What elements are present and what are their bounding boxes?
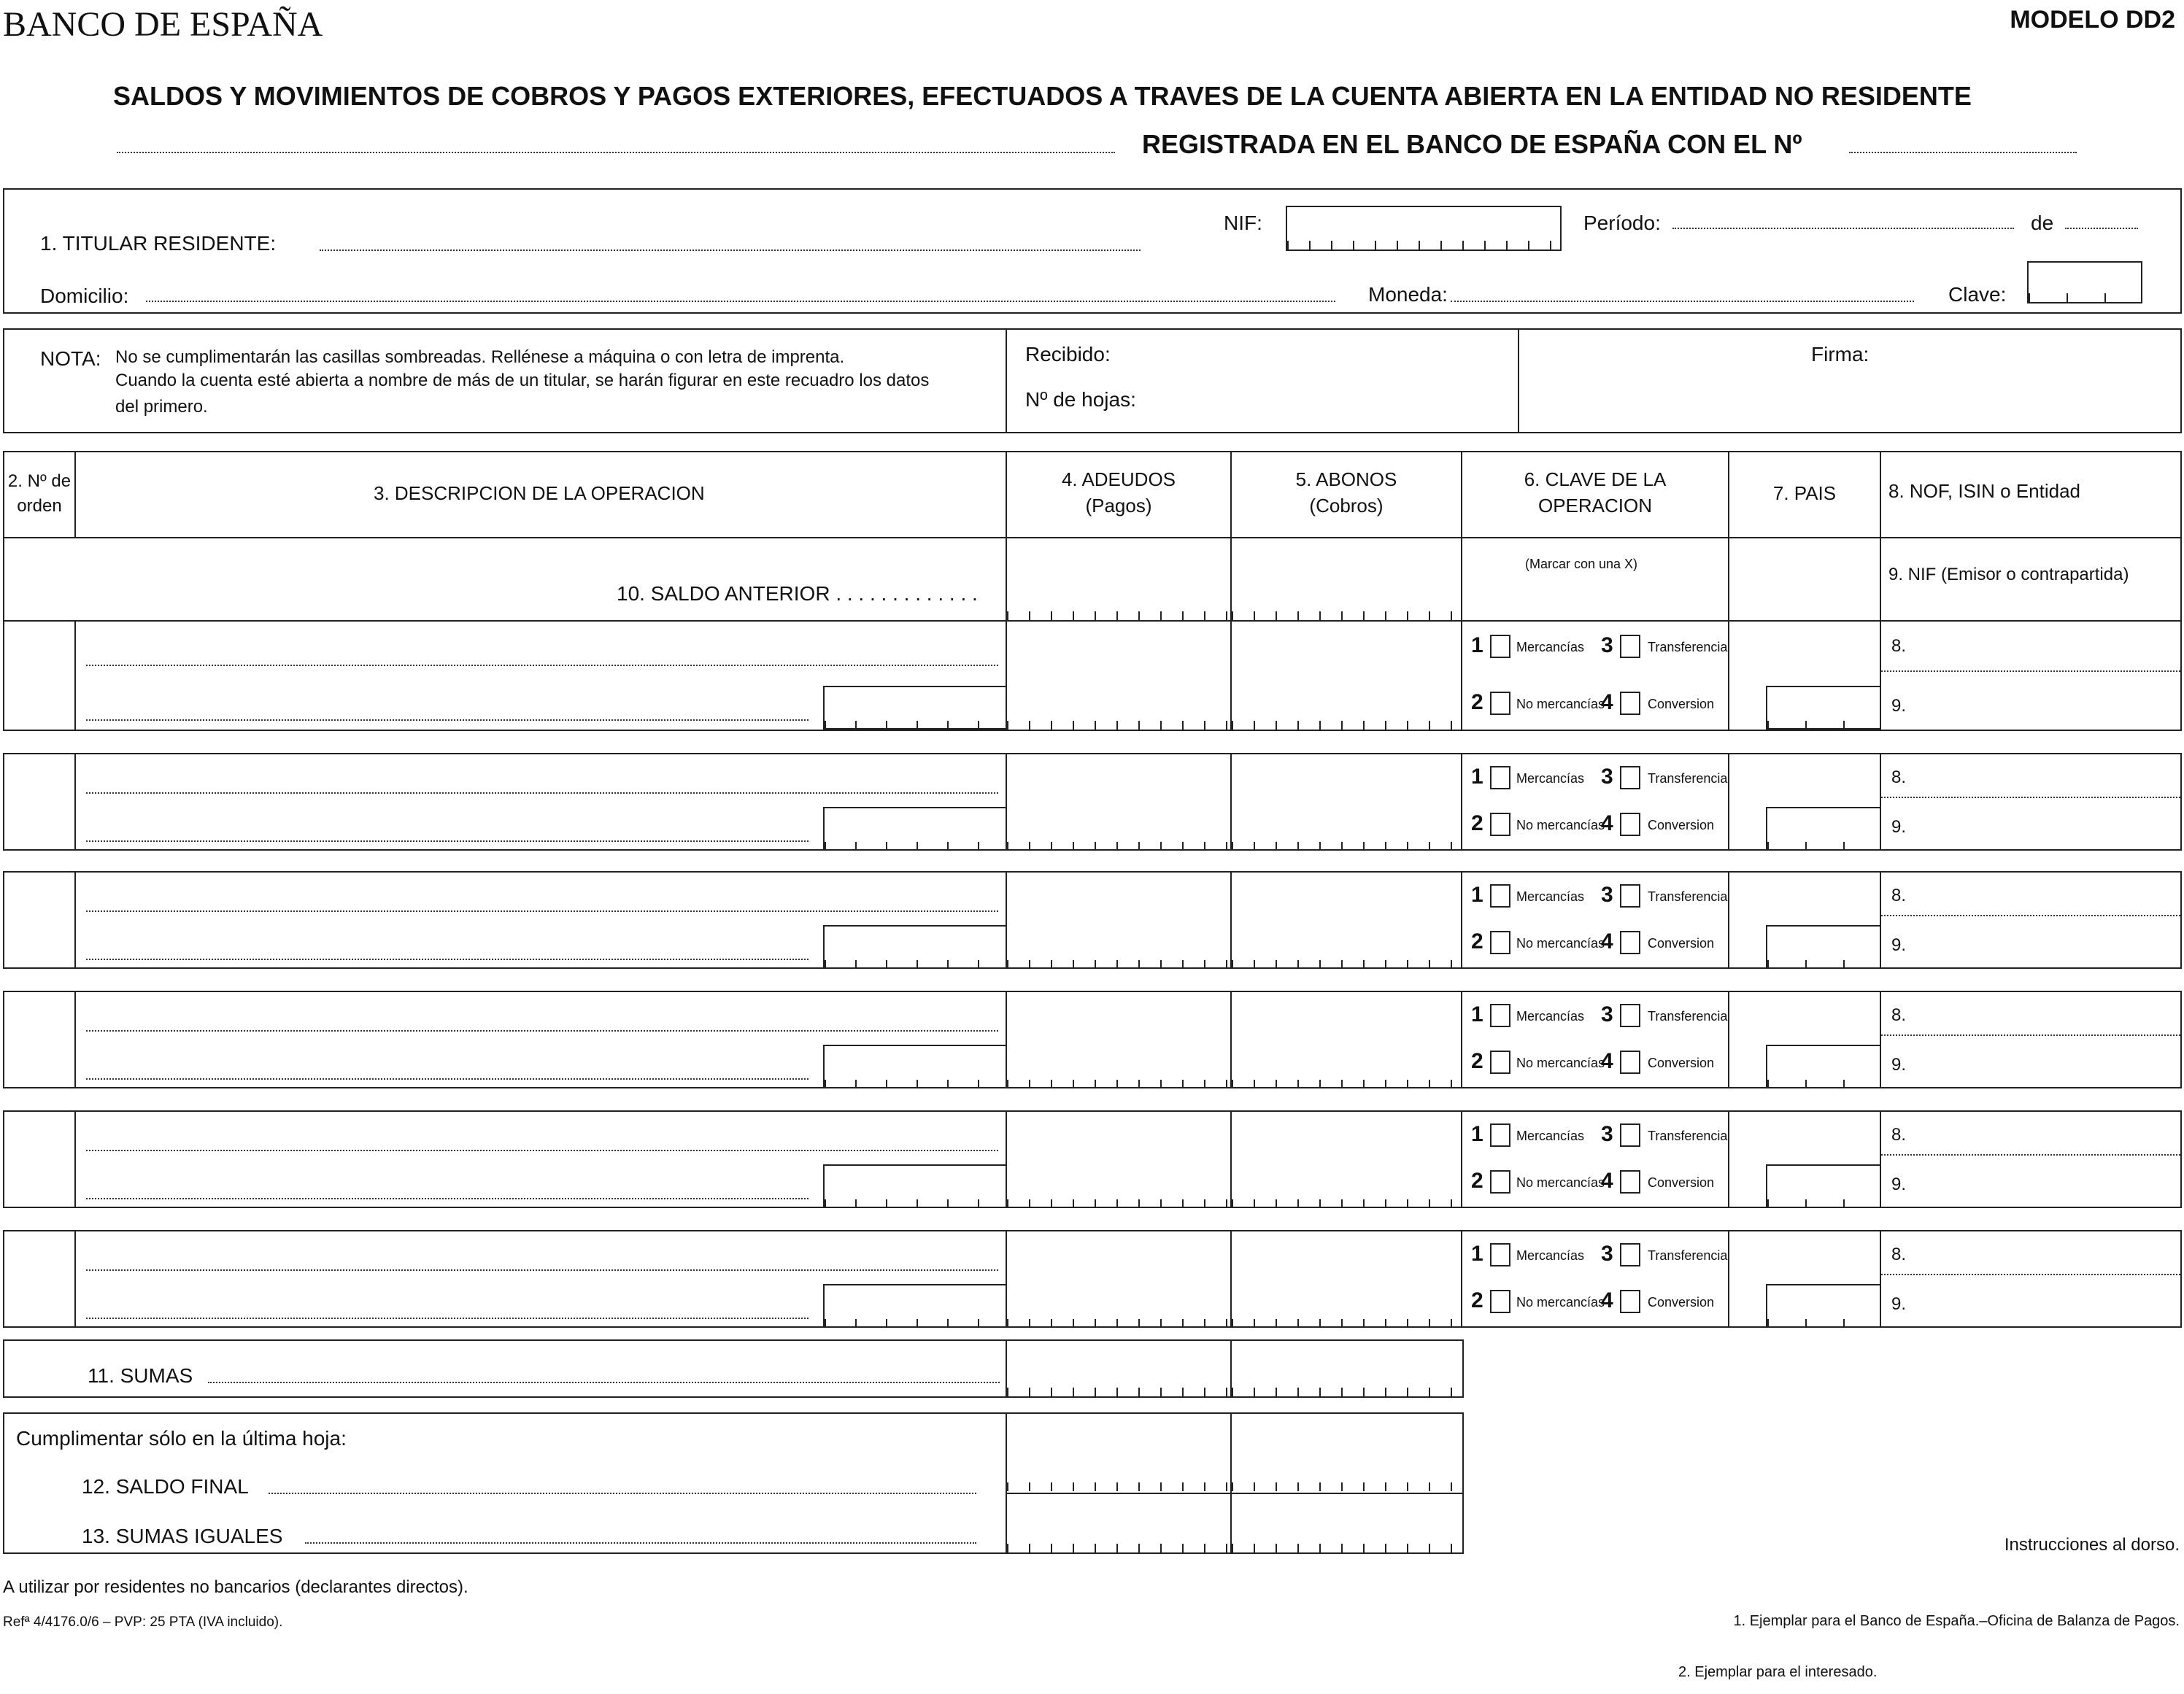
- divider: [1728, 753, 1729, 851]
- field-9-label: 9.: [1891, 696, 1907, 716]
- saldo-final-dots: [269, 1493, 976, 1494]
- option-2-label: No mercancías: [1516, 697, 1605, 711]
- adeudos-input[interactable]: [1007, 842, 1230, 851]
- option-1-label: Mercancías: [1516, 640, 1585, 654]
- description-line[interactable]: [86, 1150, 998, 1151]
- domicilio-field[interactable]: [146, 301, 1335, 302]
- col2-header-line1: 2. Nº de: [7, 471, 72, 491]
- option-3-label: Transferencia: [1648, 1248, 1728, 1263]
- option-3-checkbox[interactable]: [1620, 884, 1640, 908]
- option-2-number: 2: [1471, 690, 1483, 714]
- option-1-label: Mercancías: [1516, 889, 1585, 904]
- sumas-iguales-abonos[interactable]: [1232, 1544, 1461, 1552]
- saldo-final-adeudos[interactable]: [1007, 1482, 1230, 1491]
- option-4-number: 4: [1601, 690, 1613, 714]
- abonos-input[interactable]: [1232, 1080, 1461, 1088]
- divider: [1880, 452, 1881, 538]
- code-digit-ticks: [825, 1080, 1007, 1088]
- option-1-number: 1: [1471, 1242, 1483, 1266]
- field-9-label: 9.: [1891, 817, 1907, 837]
- option-2-checkbox[interactable]: [1490, 931, 1510, 954]
- clave-label: Clave:: [1948, 283, 2007, 306]
- option-3-number: 3: [1601, 765, 1613, 789]
- pais-digit-ticks: [1767, 1319, 1880, 1328]
- sumas-adeudos[interactable]: [1007, 1388, 1230, 1396]
- option-2-number: 2: [1471, 929, 1483, 954]
- divider: [74, 622, 76, 730]
- option-2-label: No mercancías: [1516, 1175, 1605, 1190]
- divider: [1230, 991, 1232, 1088]
- field-9-label: 9.: [1891, 935, 1907, 955]
- field-8-line[interactable]: [1881, 670, 2180, 672]
- option-1-checkbox[interactable]: [1490, 1004, 1510, 1027]
- titular-label: 1. TITULAR RESIDENTE:: [40, 232, 277, 255]
- option-1-label: Mercancías: [1516, 1129, 1585, 1143]
- sumas-label: 11. SUMAS: [88, 1364, 193, 1387]
- pais-digit-ticks: [1767, 842, 1880, 851]
- code-digit-ticks: [825, 1199, 1007, 1208]
- divider: [74, 1110, 76, 1208]
- option-3-checkbox[interactable]: [1620, 635, 1640, 658]
- description-line[interactable]: [86, 1078, 809, 1080]
- periodo-label: Período:: [1583, 212, 1661, 234]
- option-1-checkbox[interactable]: [1490, 766, 1510, 789]
- option-4-checkbox[interactable]: [1620, 1170, 1640, 1194]
- option-3-label: Transferencia: [1648, 1009, 1728, 1024]
- clave-digit-ticks: [2029, 293, 2141, 302]
- option-3-number: 3: [1601, 1002, 1613, 1026]
- form-title-line1: SALDOS Y MOVIMIENTOS DE COBROS Y PAGOS EXTERIORES, EFECTUADOS A TRAVES DE LA CUENTA ABIERTA EN LA ENTIDAD NO RESIDENTE: [113, 81, 1972, 111]
- divider: [74, 452, 76, 538]
- option-3-number: 3: [1601, 633, 1613, 657]
- moneda-field[interactable]: [1451, 301, 1914, 302]
- col6-header-line1: 6. CLAVE DE LA: [1524, 468, 1667, 490]
- divider: [1461, 871, 1462, 969]
- option-4-checkbox[interactable]: [1620, 813, 1640, 836]
- option-2-checkbox[interactable]: [1490, 1051, 1510, 1074]
- option-2-number: 2: [1471, 1049, 1483, 1073]
- saldo-anterior-adeudos[interactable]: [1007, 611, 1230, 620]
- form-title-line2: REGISTRADA EN EL BANCO DE ESPAÑA CON EL Nº: [1142, 129, 1802, 159]
- option-3-number: 3: [1601, 1122, 1613, 1146]
- divider: [1461, 1230, 1462, 1328]
- divider: [1461, 753, 1462, 851]
- option-3-checkbox[interactable]: [1620, 766, 1640, 789]
- saldo-final-label: 12. SALDO FINAL: [82, 1475, 249, 1498]
- adeudos-input[interactable]: [1007, 1080, 1230, 1088]
- divider: [2180, 622, 2182, 730]
- option-4-number: 4: [1601, 1049, 1613, 1073]
- divider: [1461, 622, 1462, 730]
- divider: [3, 730, 2182, 731]
- description-line[interactable]: [86, 1198, 809, 1199]
- field-8-label: 8.: [1891, 767, 1907, 787]
- option-3-label: Transferencia: [1648, 889, 1728, 904]
- col2-header-line2: orden: [17, 496, 62, 516]
- option-1-number: 1: [1471, 883, 1483, 907]
- saldo-final-abonos[interactable]: [1232, 1482, 1461, 1491]
- instrucciones-note: Instrucciones al dorso.: [2004, 1535, 2180, 1555]
- option-4-label: Conversion: [1648, 1175, 1715, 1190]
- divider: [74, 1230, 76, 1328]
- field-9-label: 9.: [1891, 1175, 1907, 1194]
- field-8-line[interactable]: [1881, 1154, 2180, 1156]
- description-line[interactable]: [86, 910, 998, 912]
- domicilio-label: Domicilio:: [40, 285, 129, 307]
- divider: [1230, 871, 1232, 969]
- field-8-line[interactable]: [1881, 1034, 2180, 1036]
- option-4-label: Conversion: [1648, 697, 1715, 711]
- divider: [1230, 1230, 1232, 1328]
- col6-header-line2: OPERACION: [1537, 495, 1653, 517]
- hojas-label: Nº de hojas:: [1025, 388, 1136, 411]
- option-4-number: 4: [1601, 1169, 1613, 1193]
- reference-note: Refª 4/4176.0/6 – PVP: 25 PTA (IVA incluido).: [3, 1614, 283, 1630]
- divider: [1230, 452, 1232, 538]
- divider: [74, 753, 76, 851]
- field-8-label: 8.: [1891, 636, 1907, 656]
- divider: [1880, 538, 1881, 622]
- description-line[interactable]: [86, 840, 809, 842]
- divider: [1006, 452, 1007, 538]
- option-2-label: No mercancías: [1516, 1056, 1605, 1070]
- adeudos-input[interactable]: [1007, 721, 1230, 730]
- option-1-number: 1: [1471, 765, 1483, 789]
- description-line[interactable]: [86, 665, 998, 666]
- option-4-checkbox[interactable]: [1620, 931, 1640, 954]
- saldo-anterior-abonos[interactable]: [1232, 611, 1461, 620]
- option-3-checkbox[interactable]: [1620, 1004, 1640, 1027]
- divider: [1728, 1110, 1729, 1208]
- sumas-dots: [208, 1382, 1000, 1383]
- nota-line1: No se cumplimentarán las casillas sombreadas. Rellénese a máquina o con letra de imprenta.: [115, 347, 845, 367]
- option-4-checkbox[interactable]: [1620, 692, 1640, 715]
- divider: [1461, 538, 1462, 622]
- code-digit-ticks: [825, 721, 1007, 730]
- nota-label: NOTA:: [40, 347, 101, 370]
- divider: [1461, 1110, 1462, 1208]
- option-3-checkbox[interactable]: [1620, 1243, 1640, 1266]
- divider: [1728, 991, 1729, 1088]
- nif-digit-ticks: [1287, 241, 1560, 250]
- field-8-label: 8.: [1891, 1125, 1907, 1145]
- field-8-line[interactable]: [1881, 1274, 2180, 1275]
- field-8-line[interactable]: [1881, 797, 2180, 798]
- option-1-label: Mercancías: [1516, 1248, 1585, 1263]
- divider: [1230, 1110, 1232, 1208]
- abonos-input[interactable]: [1232, 1199, 1461, 1208]
- col4-header-line2: (Pagos): [1085, 495, 1152, 517]
- nota-line2: Cuando la cuenta esté abierta a nombre de más de un titular, se harán figurar en este recuadro los datos: [115, 371, 930, 390]
- divider: [1230, 538, 1232, 622]
- description-line[interactable]: [86, 719, 809, 721]
- abonos-input[interactable]: [1232, 960, 1461, 969]
- option-2-checkbox[interactable]: [1490, 1170, 1510, 1194]
- divider: [1728, 871, 1729, 969]
- utilizar-note: A utilizar por residentes no bancarios (declarantes directos).: [3, 1577, 468, 1597]
- pais-digit-ticks: [1767, 960, 1880, 969]
- option-1-number: 1: [1471, 1122, 1483, 1146]
- ejemplar1-note: 1. Ejemplar para el Banco de España.–Oficina de Balanza de Pagos.: [1733, 1613, 2180, 1629]
- option-2-label: No mercancías: [1516, 818, 1605, 832]
- adeudos-input[interactable]: [1007, 1319, 1230, 1328]
- col4-header-line1: 4. ADEUDOS: [1061, 468, 1176, 490]
- titular-field[interactable]: [320, 250, 1141, 251]
- divider: [1728, 1230, 1729, 1328]
- option-2-number: 2: [1471, 1288, 1483, 1312]
- code-digit-ticks: [825, 1319, 1007, 1328]
- option-3-number: 3: [1601, 1242, 1613, 1266]
- adeudos-input[interactable]: [1007, 1199, 1230, 1208]
- description-line[interactable]: [86, 1318, 809, 1319]
- pais-digit-ticks: [1767, 1199, 1880, 1208]
- divider: [1461, 991, 1462, 1088]
- option-1-label: Mercancías: [1516, 1009, 1585, 1024]
- option-4-number: 4: [1601, 811, 1613, 835]
- description-line[interactable]: [86, 959, 809, 960]
- option-2-number: 2: [1471, 1169, 1483, 1193]
- option-4-label: Conversion: [1648, 818, 1715, 832]
- nif-label: NIF:: [1224, 212, 1262, 234]
- field-9-label: 9.: [1891, 1294, 1907, 1314]
- option-2-number: 2: [1471, 811, 1483, 835]
- option-1-checkbox[interactable]: [1490, 1123, 1510, 1147]
- divider: [1461, 452, 1462, 538]
- option-1-label: Mercancías: [1516, 771, 1585, 786]
- sumas-iguales-adeudos[interactable]: [1007, 1544, 1230, 1552]
- option-2-label: No mercancías: [1516, 936, 1605, 951]
- option-3-number: 3: [1601, 883, 1613, 907]
- option-1-number: 1: [1471, 633, 1483, 657]
- option-3-label: Transferencia: [1648, 771, 1728, 786]
- abonos-input[interactable]: [1232, 842, 1461, 851]
- description-line[interactable]: [86, 1269, 998, 1271]
- col5-header-line1: 5. ABONOS: [1295, 468, 1397, 490]
- adeudos-input[interactable]: [1007, 960, 1230, 969]
- holder-section: [3, 188, 2182, 314]
- col9-header: 9. NIF (Emisor o contrapartida): [1888, 565, 2129, 584]
- option-4-checkbox[interactable]: [1620, 1051, 1640, 1074]
- option-2-checkbox[interactable]: [1490, 692, 1510, 715]
- code-digit-ticks: [825, 960, 1007, 969]
- option-2-label: No mercancías: [1516, 1295, 1605, 1310]
- marcar-hint: (Marcar con una X): [1525, 557, 1638, 571]
- col3-header: 3. DESCRIPCION DE LA OPERACION: [374, 482, 705, 504]
- pais-digit-ticks: [1767, 1080, 1880, 1088]
- option-4-number: 4: [1601, 1288, 1613, 1312]
- field-8-label: 8.: [1891, 1245, 1907, 1264]
- abonos-input[interactable]: [1232, 721, 1461, 730]
- firma-label: Firma:: [1811, 343, 1869, 366]
- divider: [1230, 622, 1232, 730]
- option-4-label: Conversion: [1648, 1295, 1715, 1310]
- divider: [1728, 622, 1729, 730]
- option-2-checkbox[interactable]: [1490, 813, 1510, 836]
- option-4-number: 4: [1601, 929, 1613, 954]
- option-2-checkbox[interactable]: [1490, 1290, 1510, 1313]
- option-4-checkbox[interactable]: [1620, 1290, 1640, 1313]
- col5-header-line2: (Cobros): [1309, 495, 1384, 517]
- periodo-de-label: de: [2031, 212, 2054, 234]
- divider: [1006, 330, 1007, 433]
- ejemplar2-note: 2. Ejemplar para el interesado.: [1678, 1664, 1878, 1680]
- sumas-iguales-label: 13. SUMAS IGUALES: [82, 1525, 283, 1547]
- code-digit-ticks: [825, 842, 1007, 851]
- option-3-checkbox[interactable]: [1620, 1123, 1640, 1147]
- bank-name: BANCO DE ESPAÑA: [3, 5, 323, 44]
- col7-header: 7. PAIS: [1772, 482, 1837, 504]
- divider: [1728, 538, 1729, 622]
- field-8-line[interactable]: [1881, 915, 2180, 916]
- entity-name-field[interactable]: [117, 152, 1115, 153]
- field-8-label: 8.: [1891, 1005, 1907, 1025]
- sumas-iguales-dots: [305, 1542, 976, 1544]
- divider: [3, 622, 4, 730]
- option-3-label: Transferencia: [1648, 640, 1728, 654]
- option-1-checkbox[interactable]: [1490, 635, 1510, 658]
- sumas-abonos[interactable]: [1232, 1388, 1461, 1396]
- option-1-number: 1: [1471, 1002, 1483, 1026]
- ultima-hoja-label: Cumplimentar sólo en la última hoja:: [16, 1427, 347, 1450]
- abonos-input[interactable]: [1232, 1319, 1461, 1328]
- option-3-label: Transferencia: [1648, 1129, 1728, 1143]
- periodo-year-field[interactable]: [2065, 228, 2138, 229]
- option-4-label: Conversion: [1648, 936, 1715, 951]
- pais-digit-ticks: [1767, 721, 1880, 730]
- field-9-label: 9.: [1891, 1055, 1907, 1075]
- divider: [74, 871, 76, 969]
- saldo-anterior-row: [3, 537, 2182, 622]
- divider: [74, 991, 76, 1088]
- divider: [1006, 538, 1007, 622]
- registration-number-field[interactable]: [1849, 152, 2077, 153]
- nota-line3: del primero.: [115, 397, 208, 417]
- option-1-checkbox[interactable]: [1490, 1243, 1510, 1266]
- moneda-label: Moneda:: [1368, 283, 1448, 306]
- description-line[interactable]: [86, 1030, 998, 1032]
- saldo-anterior-label: 10. SALDO ANTERIOR . . . . . . . . . . . . .: [617, 582, 978, 605]
- divider: [1230, 753, 1232, 851]
- model-code: MODELO DD2: [2010, 6, 2175, 34]
- divider: [1518, 330, 1519, 433]
- periodo-field[interactable]: [1672, 228, 2014, 229]
- description-line[interactable]: [86, 792, 998, 794]
- col8-header: 8. NOF, ISIN o Entidad: [1888, 480, 2081, 502]
- option-1-checkbox[interactable]: [1490, 884, 1510, 908]
- recibido-label: Recibido:: [1025, 343, 1111, 366]
- divider: [1007, 1493, 1462, 1494]
- option-4-label: Conversion: [1648, 1056, 1715, 1070]
- field-8-label: 8.: [1891, 886, 1907, 905]
